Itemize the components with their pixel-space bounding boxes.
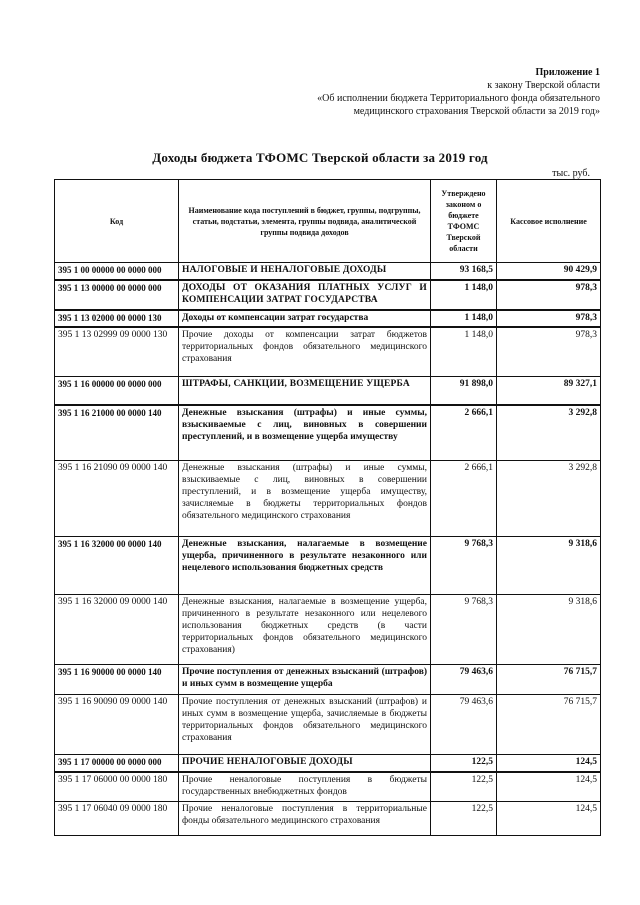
table-row (55, 537, 601, 595)
row-plan: 2 666,1 (431, 461, 497, 537)
table-row (55, 327, 601, 377)
table-row (55, 461, 601, 537)
header-execution: Кассовое исполнение (497, 180, 601, 263)
table-row (55, 280, 601, 310)
row-execution: 90 429,9 (497, 263, 601, 280)
appendix-line-1: к закону Тверской области (487, 80, 600, 91)
table-row (55, 405, 601, 461)
row-name: Прочие неналоговые поступления в бюджеты государственных внебюджетных фондов (179, 772, 431, 802)
units-label: тыс. руб. (552, 168, 590, 179)
row-code: 395 1 13 00000 00 0000 000 (55, 280, 179, 310)
row-plan: 79 463,6 (431, 695, 497, 755)
document-title: Доходы бюджета ТФОМС Тверской области за 2019 год (152, 150, 488, 165)
table-row (55, 695, 601, 755)
appendix-line-2: «Об исполнении бюджета Территориального фонда обязательного (317, 93, 600, 104)
table-row (55, 772, 601, 802)
row-name: Доходы от компенсации затрат государства (179, 310, 431, 327)
row-plan: 1 148,0 (431, 280, 497, 310)
row-code: 395 1 16 90090 09 0000 140 (55, 695, 179, 755)
row-code: 395 1 16 32000 09 0000 140 (55, 595, 179, 665)
row-code: 395 1 00 00000 00 0000 000 (55, 263, 179, 280)
row-code: 395 1 13 02000 00 0000 130 (55, 310, 179, 327)
row-code: 395 1 13 02999 09 0000 130 (55, 327, 179, 377)
table-row (55, 377, 601, 405)
row-name: ДОХОДЫ ОТ ОКАЗАНИЯ ПЛАТНЫХ УСЛУГ И КОМПЕНСАЦИИ ЗАТРАТ ГОСУДАРСТВА (179, 280, 431, 310)
row-name: ШТРАФЫ, САНКЦИИ, ВОЗМЕЩЕНИЕ УЩЕРБА (179, 377, 431, 405)
appendix-line-3: медицинского страхования Тверской области за 2019 год» (353, 106, 600, 117)
table-row (55, 802, 601, 836)
row-plan: 122,5 (431, 772, 497, 802)
row-code: 395 1 16 90000 00 0000 140 (55, 665, 179, 695)
row-execution: 978,3 (497, 327, 601, 377)
row-plan: 91 898,0 (431, 377, 497, 405)
row-execution: 978,3 (497, 280, 601, 310)
row-plan: 79 463,6 (431, 665, 497, 695)
revenue-table (54, 179, 601, 836)
row-plan: 93 168,5 (431, 263, 497, 280)
row-execution: 124,5 (497, 772, 601, 802)
appendix-block (180, 66, 600, 118)
table-header-row (55, 180, 601, 263)
row-execution: 3 292,8 (497, 405, 601, 461)
row-name: Прочие поступления от денежных взысканий (штрафов) и иных сумм в возмещение ущерба (179, 665, 431, 695)
row-name: Прочие поступления от денежных взысканий (штрафов) и иных сумм в возмещение ущерба, зачисляемые в бюджеты территориальных фондов обязательного медицинского страхования (179, 695, 431, 755)
row-plan: 122,5 (431, 755, 497, 772)
row-execution: 89 327,1 (497, 377, 601, 405)
row-name: Денежные взыскания, налагаемые в возмещение ущерба, причиненного в результате незаконного или нецелевого использования бюджетных средств (179, 537, 431, 595)
row-name: Денежные взыскания (штрафы) и иные суммы, взыскиваемые с лиц, виновных в совершении преступлений, и в возмещение ущерба имуществу, зачисляемые в бюджеты территориальных фондов обязательного медицинского страхования (179, 461, 431, 537)
row-execution: 124,5 (497, 755, 601, 772)
row-execution: 9 318,6 (497, 595, 601, 665)
row-code: 395 1 17 00000 00 0000 000 (55, 755, 179, 772)
row-name: Денежные взыскания (штрафы) и иные суммы, взыскиваемые с лиц, виновных в совершении преступлений, и в возмещение ущерба имуществу (179, 405, 431, 461)
row-plan: 9 768,3 (431, 537, 497, 595)
row-execution: 76 715,7 (497, 695, 601, 755)
row-code: 395 1 16 32000 00 0000 140 (55, 537, 179, 595)
header-plan: Утверждено законом о бюджете ТФОМС Тверской области (431, 180, 497, 263)
table-row (55, 755, 601, 772)
row-execution: 124,5 (497, 802, 601, 836)
row-execution: 978,3 (497, 310, 601, 327)
row-plan: 1 148,0 (431, 327, 497, 377)
row-name: Прочие доходы от компенсации затрат бюджетов территориальных фондов обязательного медицинского страхования (179, 327, 431, 377)
row-name: Денежные взыскания, налагаемые в возмещение ущерба, причиненного в результате незаконного или нецелевого использования бюджетных средств (в части территориальных фондов обязательного медицинского страхования) (179, 595, 431, 665)
header-name: Наименование кода поступлений в бюджет, группы, подгруппы, статьи, подстатьи, элемента, группы подвида, аналитической группы подвида доходов (179, 180, 431, 263)
row-execution: 3 292,8 (497, 461, 601, 537)
row-plan: 122,5 (431, 802, 497, 836)
table-row (55, 263, 601, 280)
row-name: ПРОЧИЕ НЕНАЛОГОВЫЕ ДОХОДЫ (179, 755, 431, 772)
table-row (55, 310, 601, 327)
row-code: 395 1 16 21000 00 0000 140 (55, 405, 179, 461)
table-row (55, 665, 601, 695)
row-plan: 1 148,0 (431, 310, 497, 327)
row-execution: 76 715,7 (497, 665, 601, 695)
row-code: 395 1 17 06000 00 0000 180 (55, 772, 179, 802)
row-name: НАЛОГОВЫЕ И НЕНАЛОГОВЫЕ ДОХОДЫ (179, 263, 431, 280)
header-code: Код (55, 180, 179, 263)
appendix-title: Приложение 1 (535, 67, 600, 78)
table-row (55, 595, 601, 665)
row-code: 395 1 16 21090 09 0000 140 (55, 461, 179, 537)
row-execution: 9 318,6 (497, 537, 601, 595)
row-plan: 9 768,3 (431, 595, 497, 665)
row-plan: 2 666,1 (431, 405, 497, 461)
row-code: 395 1 16 00000 00 0000 000 (55, 377, 179, 405)
row-code: 395 1 17 06040 09 0000 180 (55, 802, 179, 836)
row-name: Прочие неналоговые поступления в территориальные фонды обязательного медицинского страхования (179, 802, 431, 836)
